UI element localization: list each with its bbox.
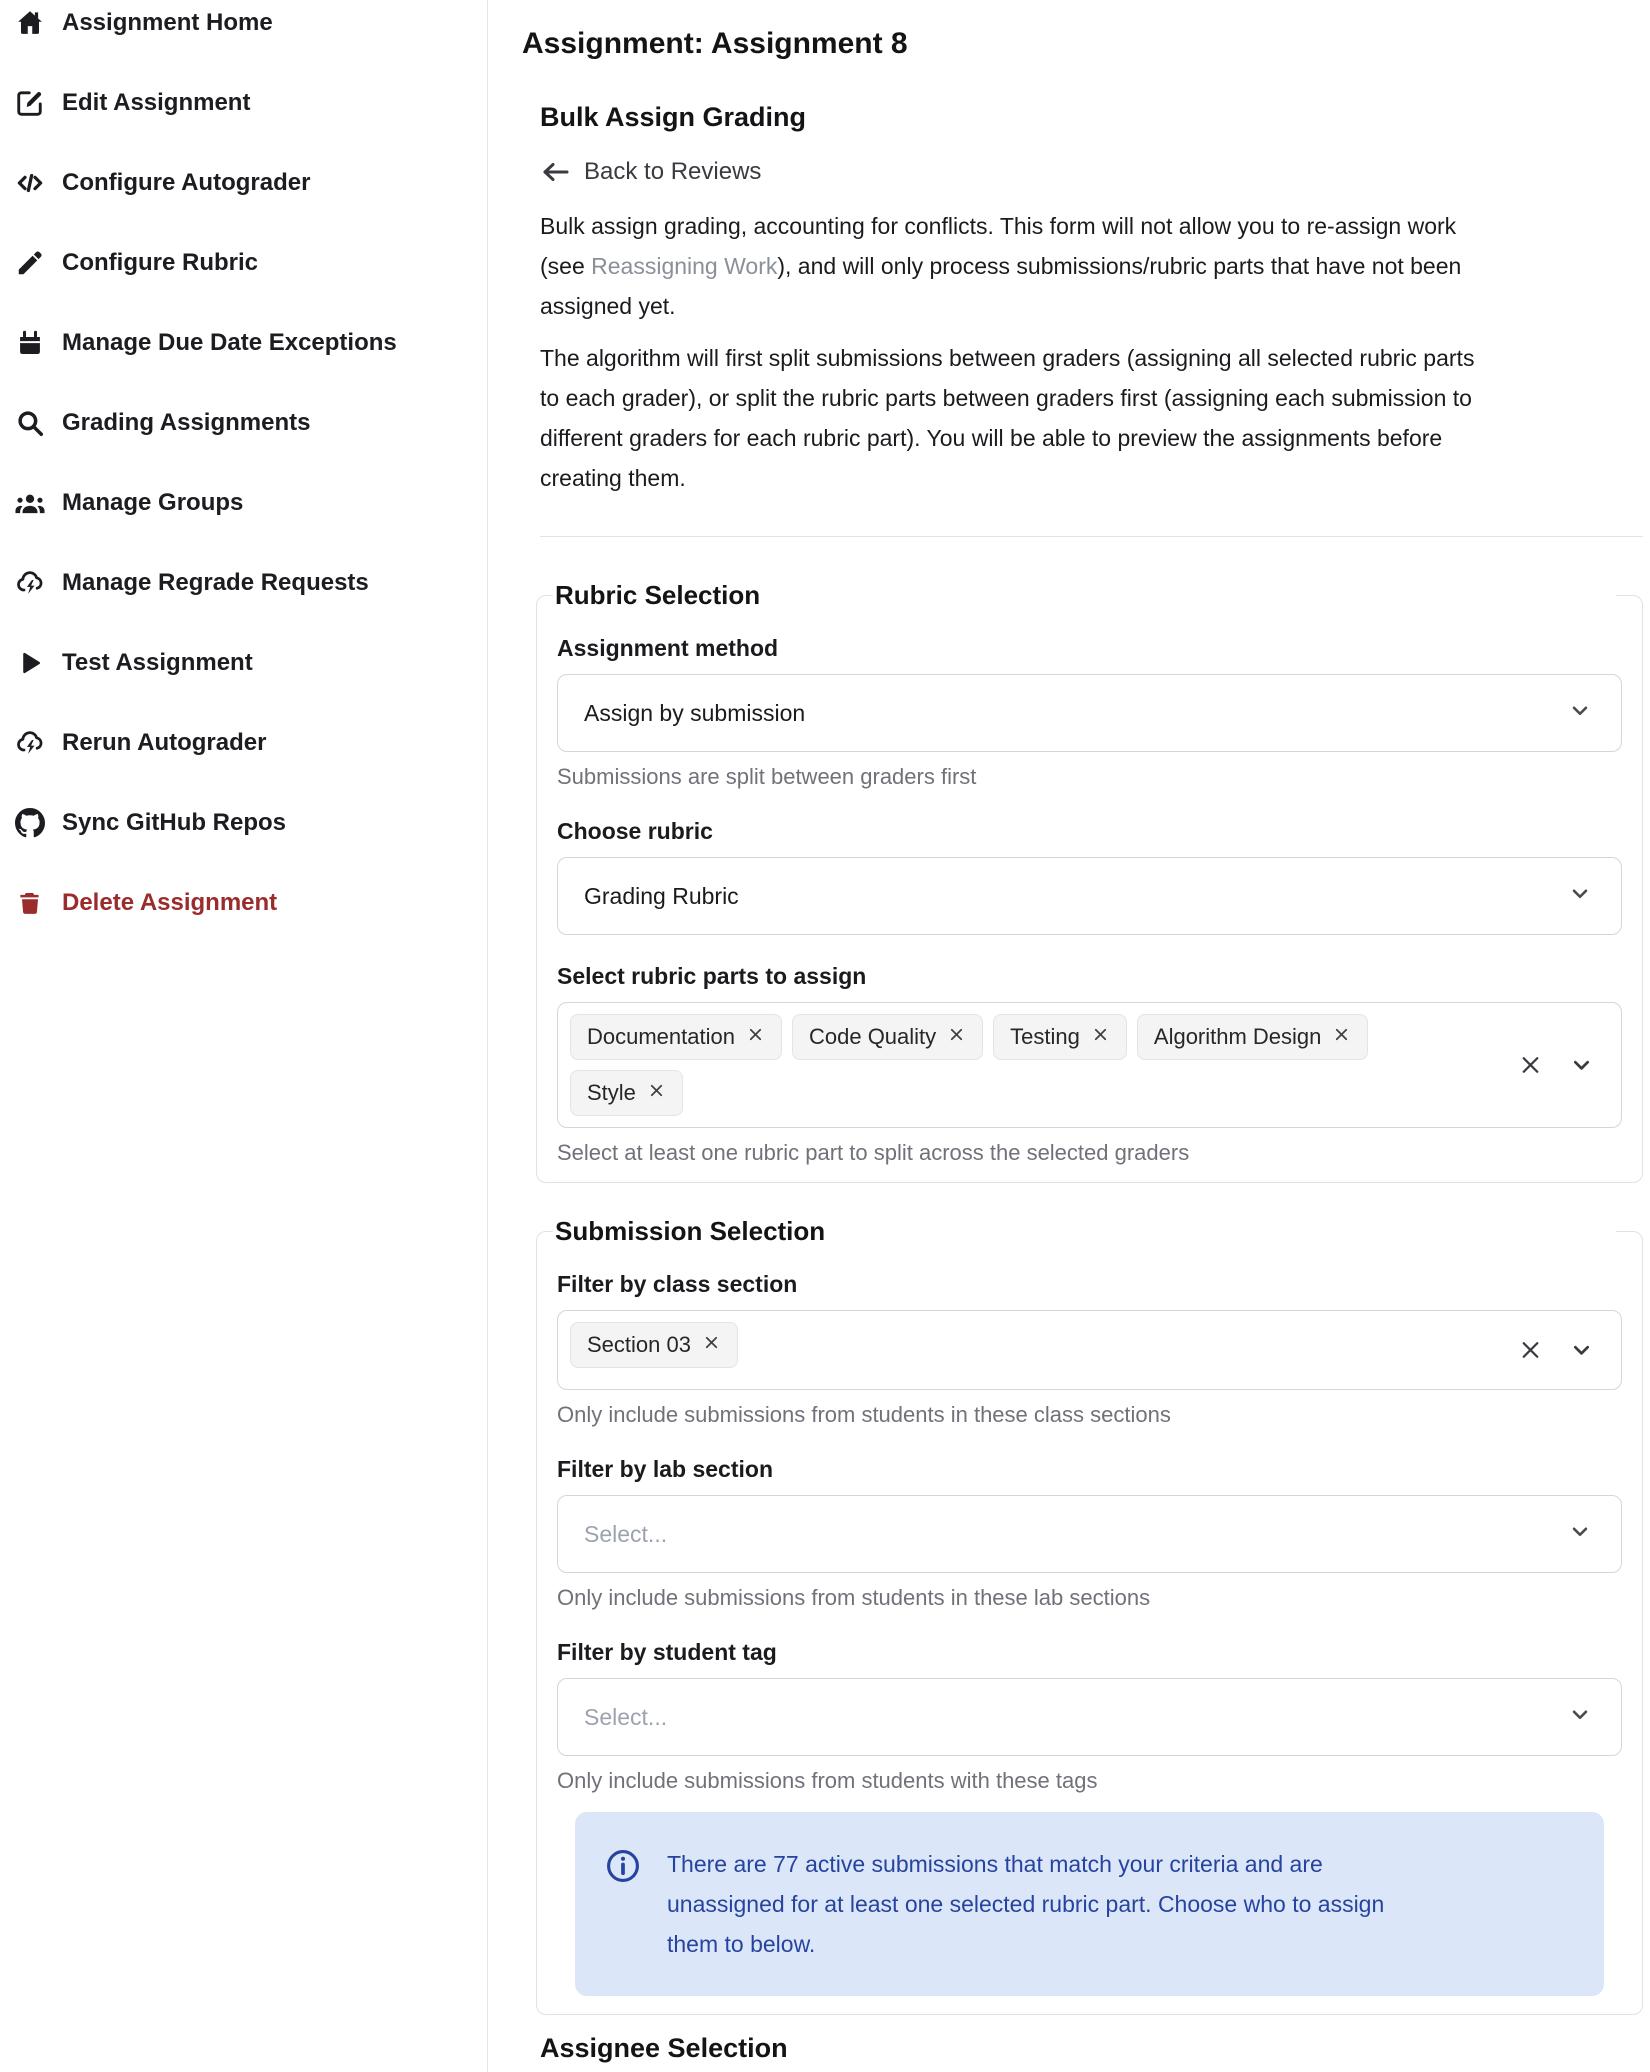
- sidebar-item-configure-autograder[interactable]: [0, 160, 487, 205]
- sidebar-item-grading-assignments[interactable]: [0, 400, 487, 445]
- cloud-lightning-icon: [13, 727, 47, 759]
- submission-selection-section: [536, 1215, 1643, 2015]
- lab-section-select[interactable]: [557, 1495, 1622, 1573]
- sidebar-item-label: Grading Assignments: [62, 408, 311, 436]
- intro-paragraph-1: Bulk assign grading, accounting for conflicts. This form will not allow you to re-assign work (see Reassigning Work), and will only process submissions/rubric parts that have not been assigned yet.: [540, 213, 1462, 319]
- selected-option-tag: [570, 1070, 683, 1116]
- clear-all-icon[interactable]: [1517, 1337, 1544, 1364]
- intro-paragraph-2: The algorithm will first split submissions between graders (assigning all selected rubric parts to each grader), or split the rubric parts between graders first (assigning each submission to different graders for each rubric part). You will be able to preview the assignments before creating them.: [540, 345, 1475, 491]
- sidebar-item-edit-assignment[interactable]: [0, 80, 487, 125]
- home-icon: [13, 7, 47, 39]
- info-alert: [575, 1812, 1604, 1996]
- remove-tag-icon[interactable]: [702, 1332, 721, 1358]
- remove-tag-icon[interactable]: [1332, 1024, 1351, 1050]
- submission-selection-title: Submission Selection: [555, 1216, 826, 1246]
- back-link[interactable]: [540, 158, 761, 186]
- selected-option-tag: [792, 1014, 983, 1060]
- page-title: Assignment: Assignment 8: [522, 27, 908, 60]
- sidebar-item-delete-assignment[interactable]: [0, 880, 487, 925]
- sidebar-item-label: Test Assignment: [62, 648, 253, 676]
- rubric-selection-section: [536, 579, 1643, 1183]
- sidebar-item-label: Configure Rubric: [62, 248, 258, 276]
- tag-label: Documentation: [587, 1024, 735, 1049]
- sidebar-item-assignment-home[interactable]: [0, 0, 487, 45]
- choose-rubric-label: Choose rubric: [557, 818, 713, 844]
- remove-tag-icon[interactable]: [746, 1024, 765, 1050]
- student-tag-help: Only include submissions from students with these tags: [557, 1768, 1098, 1793]
- rubric-selection-title: Rubric Selection: [555, 580, 761, 610]
- selected-option-tag: [570, 1014, 782, 1060]
- sidebar-item-label: Manage Groups: [62, 488, 244, 516]
- code-icon: [13, 167, 47, 199]
- assignment-method-select[interactable]: [557, 674, 1622, 752]
- sidebar-item-label: Manage Regrade Requests: [62, 568, 369, 596]
- github-icon: [13, 807, 47, 839]
- chevron-down-icon: [1567, 881, 1593, 912]
- choose-rubric-value: Grading Rubric: [584, 882, 739, 909]
- sidebar-item-label: Assignment Home: [62, 8, 273, 36]
- trash-icon: [13, 887, 47, 919]
- lab-section-placeholder: Select...: [584, 1520, 668, 1547]
- tag-label: Style: [587, 1080, 636, 1105]
- choose-rubric-select[interactable]: [557, 857, 1622, 935]
- sidebar-item-test-assignment[interactable]: [0, 640, 487, 685]
- chevron-down-icon: [1567, 1519, 1593, 1550]
- selected-option-tag: [570, 1322, 738, 1368]
- sidebar-item-sync-github-repos[interactable]: [0, 800, 487, 845]
- clear-all-icon[interactable]: [1517, 1052, 1544, 1079]
- selected-option-tag: [1137, 1014, 1369, 1060]
- chevron-down-icon[interactable]: [1568, 1337, 1595, 1364]
- rubric-parts-label: Select rubric parts to assign: [557, 963, 867, 989]
- info-alert-text: There are 77 active submissions that match your criteria and are unassigned for at least one selected rubric part. Choose who to assign them to below.: [667, 1851, 1385, 1957]
- assignment-method-label: Assignment method: [557, 635, 779, 661]
- tag-label: Testing: [1010, 1024, 1080, 1049]
- sidebar-item-manage-regrade-requests[interactable]: [0, 560, 487, 605]
- remove-tag-icon[interactable]: [947, 1024, 966, 1050]
- section-title: Bulk Assign Grading: [540, 102, 807, 132]
- chevron-down-icon[interactable]: [1568, 1052, 1595, 1079]
- rubric-parts-help: Select at least one rubric part to split across the selected graders: [557, 1140, 1190, 1165]
- student-tag-label: Filter by student tag: [557, 1639, 777, 1665]
- lab-section-help: Only include submissions from students in these lab sections: [557, 1585, 1151, 1610]
- sidebar-item-configure-rubric[interactable]: [0, 240, 487, 285]
- search-icon: [13, 407, 47, 439]
- rubric-parts-multiselect[interactable]: [557, 1002, 1622, 1128]
- calendar-icon: [13, 327, 47, 359]
- chevron-down-icon: [1567, 1702, 1593, 1733]
- assignee-selection-title: Assignee Selection: [540, 2033, 788, 2063]
- edit-icon: [13, 87, 47, 119]
- info-icon: [605, 1848, 641, 1889]
- sidebar-item-label: Manage Due Date Exceptions: [62, 328, 397, 356]
- main-content: [488, 0, 1650, 2072]
- sidebar-item-rerun-autograder[interactable]: [0, 720, 487, 765]
- tag-label: Algorithm Design: [1153, 1024, 1322, 1049]
- student-tag-placeholder: Select...: [584, 1703, 668, 1730]
- sidebar-item-label: Sync GitHub Repos: [62, 808, 287, 836]
- pencil-icon: [13, 247, 47, 279]
- selected-option-tag: [993, 1014, 1127, 1060]
- divider: [540, 536, 1643, 537]
- sidebar-item-label: Rerun Autograder: [62, 728, 267, 756]
- class-section-multiselect[interactable]: [557, 1310, 1622, 1390]
- remove-tag-icon[interactable]: [647, 1080, 666, 1106]
- assignment-method-help: Submissions are split between graders first: [557, 764, 977, 789]
- tag-label: Code Quality: [808, 1024, 937, 1049]
- sidebar-item-manage-groups[interactable]: [0, 480, 487, 525]
- users-icon: [13, 487, 47, 519]
- lab-section-label: Filter by lab section: [557, 1456, 773, 1482]
- assignment-method-value: Assign by submission: [584, 699, 806, 726]
- sidebar-item-manage-due-date-exceptions[interactable]: [0, 320, 487, 365]
- sidebar-item-label: Edit Assignment: [62, 88, 251, 116]
- sidebar-item-label: Delete Assignment: [62, 888, 278, 916]
- class-section-help: Only include submissions from students in these class sections: [557, 1402, 1171, 1427]
- tag-label: Section 03: [587, 1332, 691, 1357]
- class-section-label: Filter by class section: [557, 1271, 798, 1297]
- sidebar-item-label: Configure Autograder: [62, 168, 311, 196]
- arrow-left-icon: [540, 159, 570, 185]
- back-link-label: Back to Reviews: [584, 158, 762, 185]
- chevron-down-icon: [1567, 698, 1593, 729]
- sidebar: [0, 0, 488, 2072]
- student-tag-select[interactable]: [557, 1678, 1622, 1756]
- play-icon: [13, 647, 47, 679]
- reassigning-work-link[interactable]: Reassigning Work: [591, 253, 778, 279]
- cloud-lightning-icon: [13, 567, 47, 599]
- remove-tag-icon[interactable]: [1091, 1024, 1110, 1050]
